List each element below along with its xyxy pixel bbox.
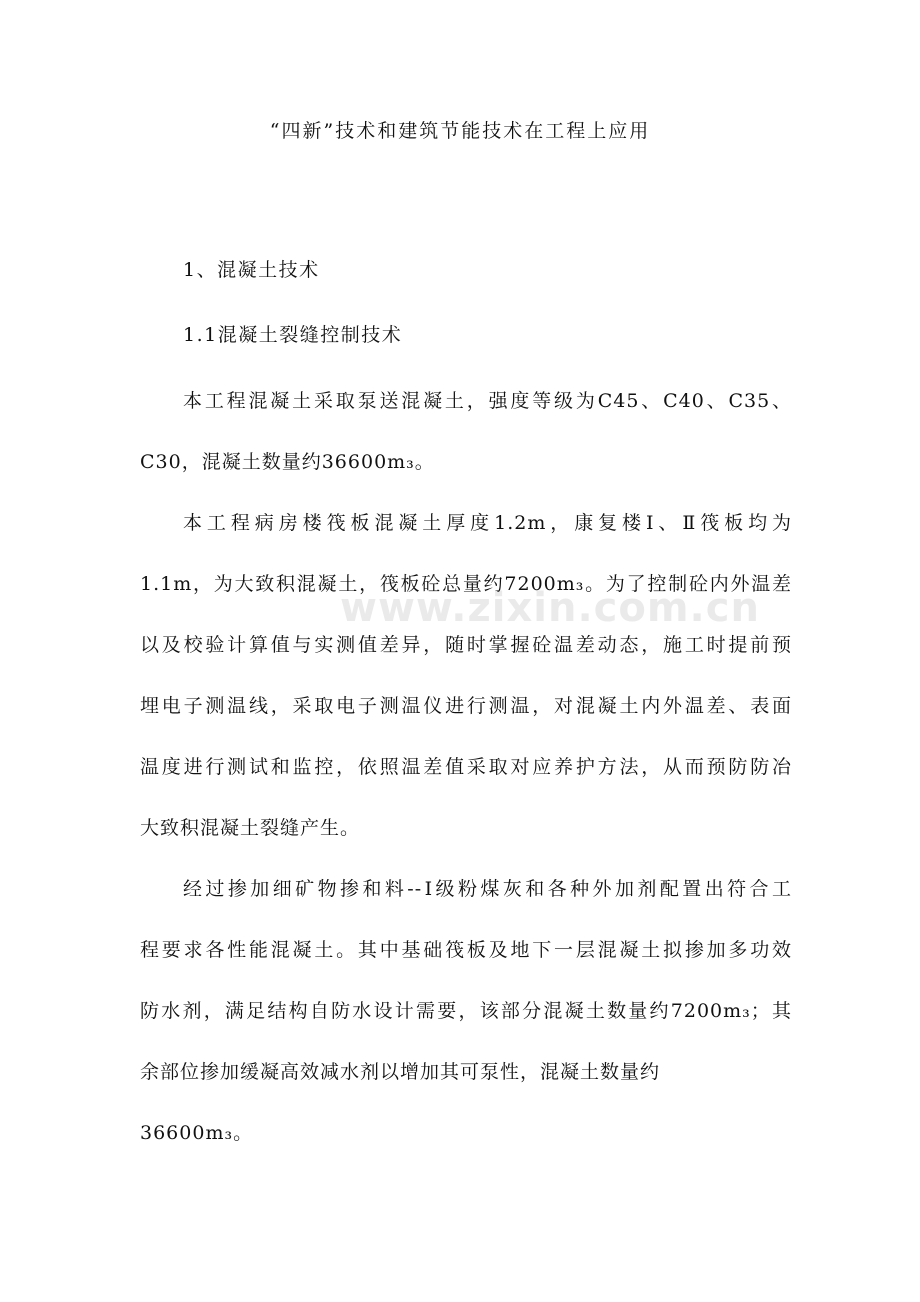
subsection-heading: 1.1混凝土裂缝控制技术 [183, 324, 403, 346]
paragraph-2 [140, 508, 792, 874]
paragraph-line: C30，混凝土数量约36600m₃。 [140, 451, 435, 473]
document-title: “四新”技术和建筑节能技术在工程上应用 [269, 120, 651, 142]
paragraph-line: 程要求各性能混凝土。其中基础筏板及地下一层混凝土拟掺加多功效 [140, 939, 792, 961]
paragraph-line: 本工程混凝土采取泵送混凝土，强度等级为C45、C40、C35、 [183, 390, 792, 412]
paragraph-line: 余部位掺加缓凝高效减水剂以增加其可泵性，混凝土数量约 [140, 1061, 661, 1083]
paragraph-line: 36600m₃。 [140, 1122, 254, 1144]
paragraph-line: 防水剂，满足结构自防水设计需要，该部分混凝土数量约7200m₃；其 [140, 1000, 792, 1022]
paragraph-line: 本工程病房楼筏板混凝土厚度1.2m，康复楼Ⅰ、Ⅱ筏板均为 [183, 512, 792, 534]
paragraph-3 [140, 874, 792, 1179]
paragraph-line: 大致积混凝土裂缝产生。 [140, 817, 361, 839]
paragraph-1 [140, 386, 792, 508]
section-heading: 1、混凝土技术 [183, 259, 320, 281]
paragraph-line: 1.1m，为大致积混凝土，筏板砼总量约7200m₃。为了控制砼内外温差 [140, 573, 792, 595]
watermark: www.zixin.com.cn [340, 585, 760, 631]
paragraph-line: 埋电子测温线，采取电子测温仪进行测温，对混凝土内外温差、表面 [140, 695, 792, 717]
paragraph-line: 温度进行测试和监控，依照温差值采取对应养护方法，从而预防防冶 [140, 756, 792, 778]
paragraph-line: 以及校验计算值与实测值差异，随时掌握砼温差动态，施工时提前预 [140, 634, 792, 656]
paragraph-line: 经过掺加细矿物掺和料--Ⅰ级粉煤灰和各种外加剂配置出符合工 [183, 878, 792, 900]
